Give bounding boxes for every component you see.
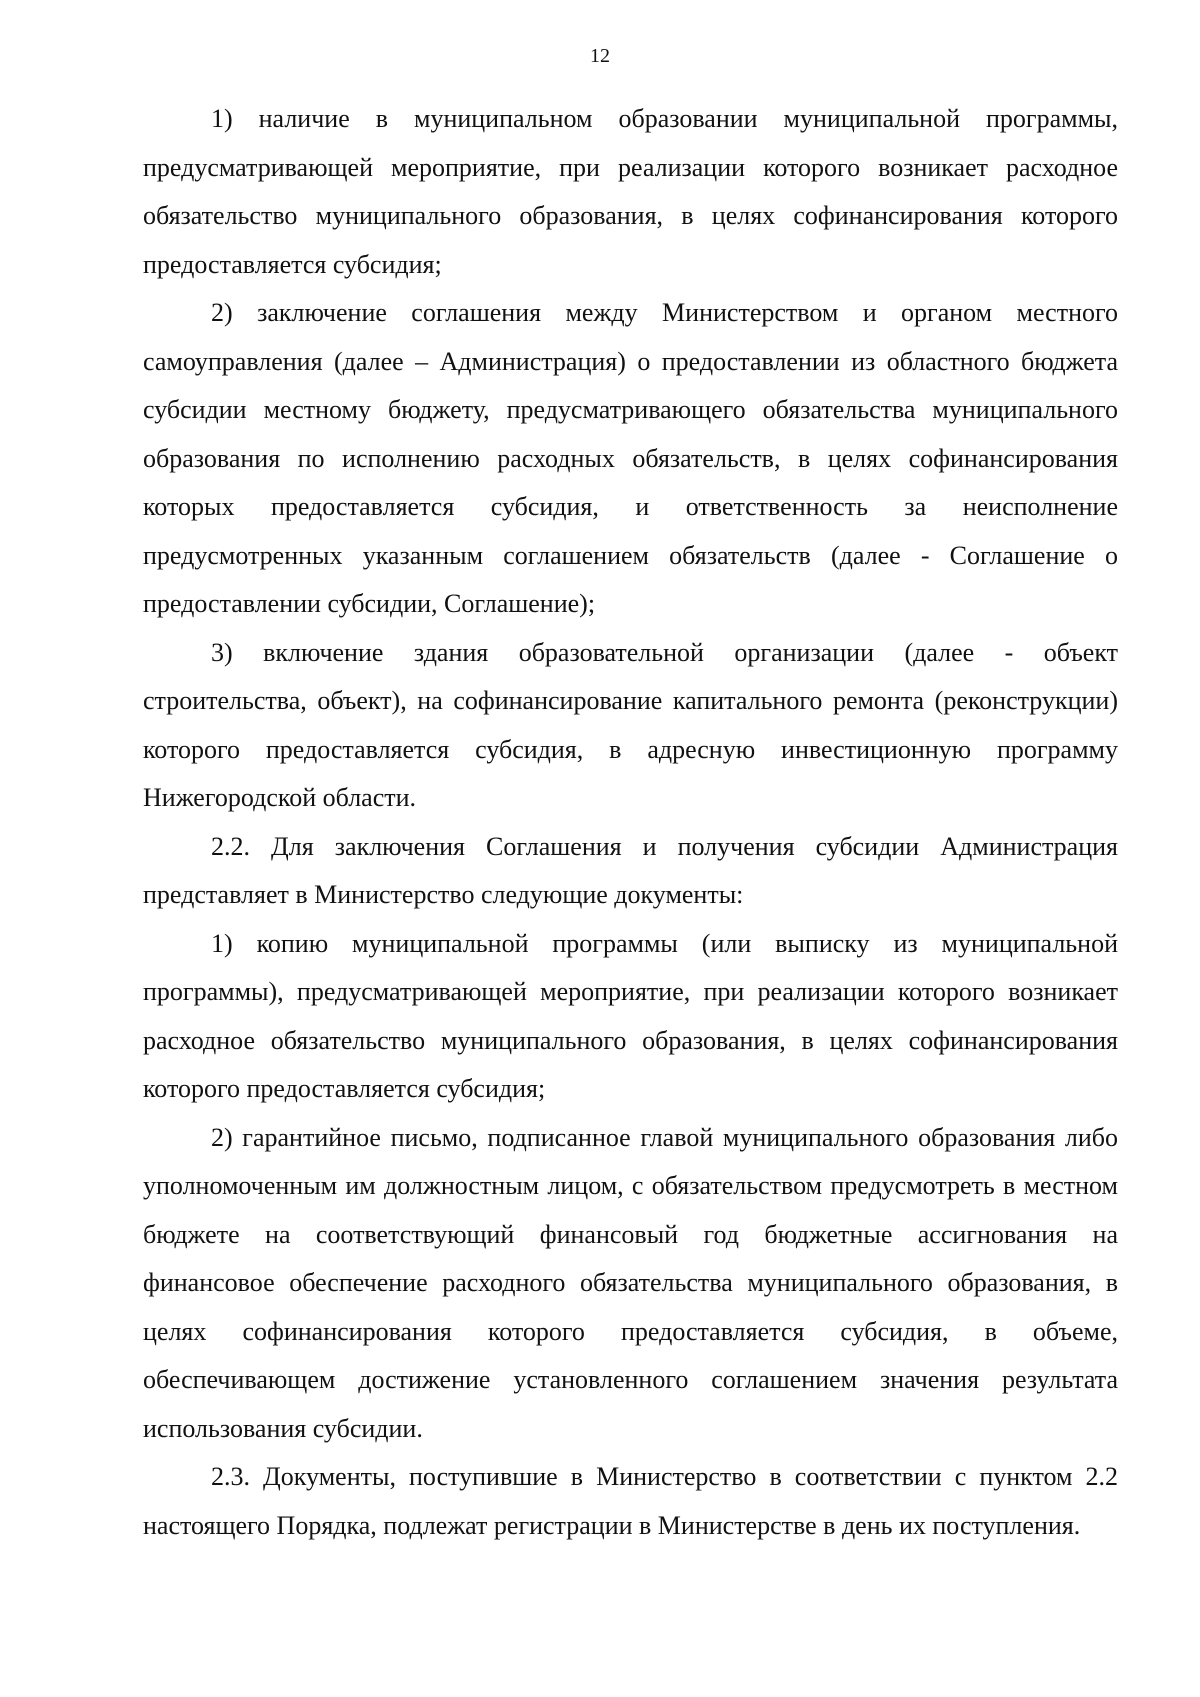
paragraph-item-1-municipal-program: 1) наличие в муниципальном образовании муниципальной программы, предусматривающей мероприятие, при реализации которого возникает расходное обязательство муниципального образования, в целях софинансирования которого предоставляется субсидия;: [143, 104, 1118, 279]
paragraph-doc-2-guarantee-letter: 2) гарантийное письмо, подписанное главой муниципального образования либо уполномоченным им должностным лицом, с обязательством предусмотреть в местном бюджете на соответствующий финансовый год бюджетные ассигнования на финансовое обеспечение расходного обязательства муниципального образования, в целях софинансирования которого предоставляется субсидия, в объеме, обеспечивающем достижение установленного соглашением значения результата использования субсидии.: [143, 1122, 1118, 1443]
paragraph-item-2-agreement: 2) заключение соглашения между Министерством и органом местного самоуправления (далее – Администрация) о предоставлении из областного бюджета субсидии местному бюджету, предусматривающего обязательства муниципального образования по исполнению расходных обязательств, в целях софинансирования которых предоставляется субсидия, и ответственность за неисполнение предусмотренных указанным соглашением обязательств (далее - Соглашение о предоставлении субсидии, Соглашение);: [143, 298, 1118, 618]
paragraph-section-2-2: 2.2. Для заключения Соглашения и получения субсидии Администрация представляет в Министерство следующие документы:: [143, 831, 1118, 909]
page-number: 12: [590, 45, 610, 67]
paragraph-item-3-investment-program: 3) включение здания образовательной организации (далее - объект строительства, объект), на софинансирование капитального ремонта (реконструкции) которого предоставляется субсидия, в адресную инвестиционную программу Нижегородской области.: [143, 637, 1118, 812]
paragraph-doc-1-program-copy: 1) копию муниципальной программы (или выписку из муниципальной программы), предусматривающей мероприятие, при реализации которого возникает расходное обязательство муниципального образования, в целях софинансирования которого предоставляется субсидия;: [143, 928, 1118, 1103]
document-body: [143, 95, 1118, 1550]
paragraph-section-2-3: 2.3. Документы, поступившие в Министерство в соответствии с пунктом 2.2 настоящего Порядка, подлежат регистрации в Министерстве в день их поступления.: [143, 1462, 1118, 1540]
